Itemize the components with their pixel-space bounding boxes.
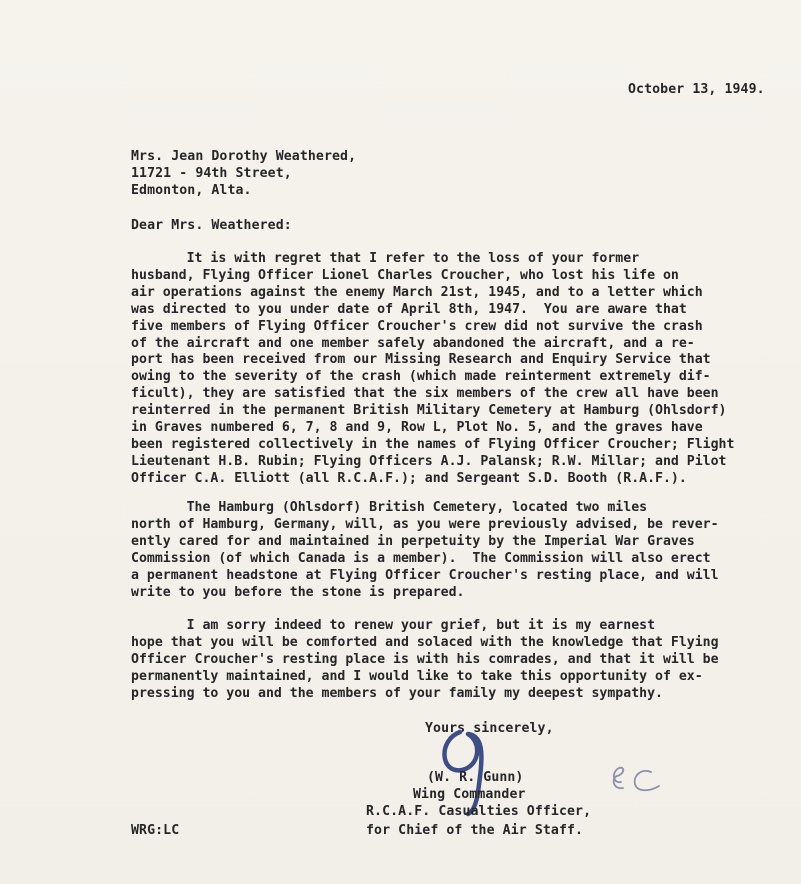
signer-name: (W. R. Gunn) — [427, 770, 524, 785]
body-paragraph-1 — [131, 251, 761, 488]
paragraph-line: in Graves numbered 6, 7, 8 and 9, Row L, Plot No. 5, and the graves have — [131, 420, 703, 436]
paragraph-line: write to you before the stone is prepared. — [131, 584, 465, 600]
paragraph-line: five members of Flying Officer Croucher's crew did not survive the crash — [131, 318, 703, 334]
paragraph-line: owing to the severity of the crash (which made reinterment extremely dif- — [131, 369, 711, 385]
paragraph-line: permanently maintained, and I would like to take this opportunity of ex- — [131, 668, 703, 684]
paragraph-line: a permanent headstone at Flying Officer Croucher's resting place, and will — [131, 567, 719, 583]
signer-rank: Wing Commander — [413, 787, 526, 802]
recipient-name: Mrs. Jean Dorothy Weathered, — [131, 149, 357, 164]
paragraph-line: Lieutenant H.B. Rubin; Flying Officers A.J. Palansk; R.W. Millar; and Pilot — [131, 453, 727, 469]
paragraph-line: hope that you will be comforted and solaced with the knowledge that Flying — [131, 634, 719, 650]
body-paragraph-3 — [131, 618, 761, 703]
paragraph-line: I am sorry indeed to renew your grief, but it is my earnest — [131, 618, 656, 633]
recipient-city: Edmonton, Alta. — [131, 183, 252, 198]
paragraph-line: Officer Croucher's resting place is with his comrades, and that it will be — [131, 651, 719, 667]
paragraph-line: reinterred in the permanent British Military Cemetery at Hamburg (Ohlsdorf) — [131, 403, 727, 419]
paragraph-line: port has been received from our Missing Research and Enquiry Service that — [131, 352, 711, 368]
reference-initials: WRG:LC — [131, 823, 180, 838]
closing: Yours sincerely, — [425, 721, 554, 736]
paragraph-line: been registered collectively in the names of Flying Officer Croucher; Flight — [131, 436, 735, 452]
paragraph-line: It is with regret that I refer to the loss of your former — [131, 251, 640, 266]
paragraph-line: air operations against the enemy March 21st, 1945, and to a letter which — [131, 284, 703, 300]
letter-date: October 13, 1949. — [628, 82, 765, 97]
paragraph-line: The Hamburg (Ohlsdorf) British Cemetery, located two miles — [131, 500, 648, 515]
paragraph-line: ficult), they are satisfied that the six members of the crew all have been — [131, 386, 719, 402]
signer-title: R.C.A.F. Casualties Officer, — [366, 804, 592, 819]
handwritten-initials — [603, 760, 671, 800]
signer-for-line: for Chief of the Air Staff. — [366, 823, 584, 838]
paragraph-line: ently cared for and maintained in perpetuity by the Imperial War Graves — [131, 533, 695, 549]
paragraph-line: pressing to you and the members of your family my deepest sympathy. — [131, 685, 663, 701]
paragraph-line: north of Hamburg, Germany, will, as you were previously advised, be rever- — [131, 516, 719, 532]
paragraph-line: Officer C.A. Elliott (all R.C.A.F.); and Sergeant S.D. Booth (R.A.F.). — [131, 470, 687, 486]
salutation: Dear Mrs. Weathered: — [131, 218, 292, 233]
body-paragraph-2 — [131, 500, 761, 601]
paragraph-line: of the aircraft and one member safely abandoned the aircraft, and a re- — [131, 335, 695, 351]
recipient-street: 11721 - 94th Street, — [131, 166, 292, 181]
paragraph-line: was directed to you under date of April 8th, 1947. You are aware that — [131, 301, 687, 317]
paragraph-line: husband, Flying Officer Lionel Charles Croucher, who lost his life on — [131, 267, 679, 283]
paragraph-line: Commission (of which Canada is a member). The Commission will also erect — [131, 550, 711, 566]
